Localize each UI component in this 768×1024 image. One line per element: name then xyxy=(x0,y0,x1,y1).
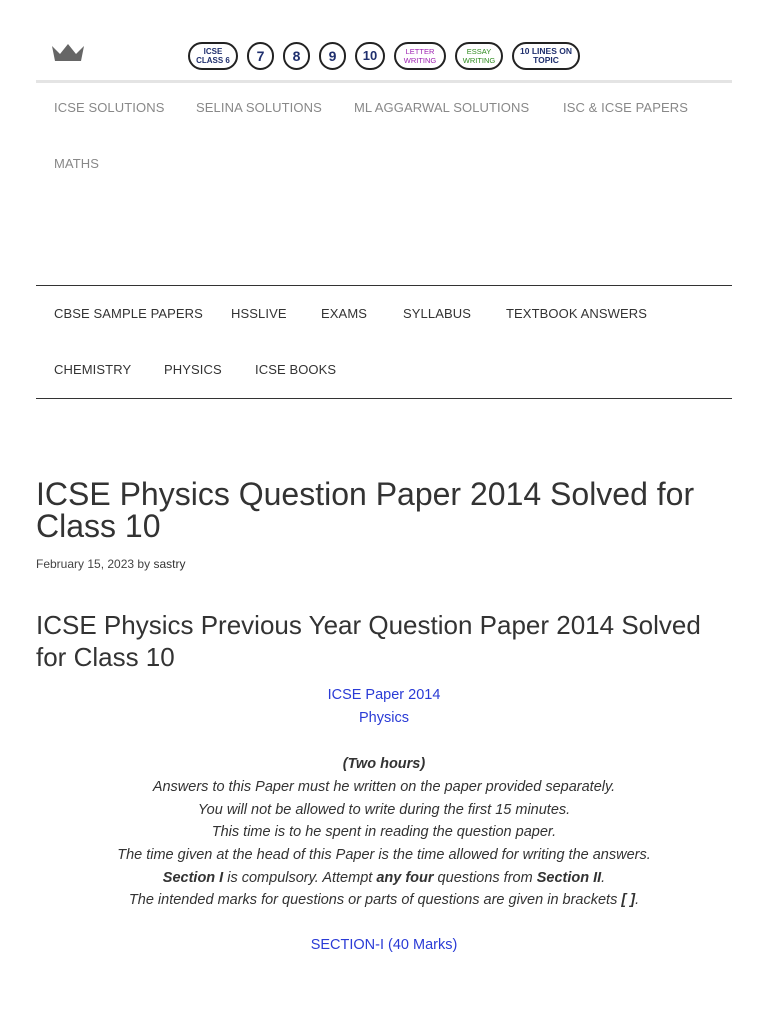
nav-selina-solutions[interactable]: SELINA SOLUTIONS xyxy=(196,100,322,115)
pill-class-10[interactable]: 10 xyxy=(355,42,385,70)
marks-end: . xyxy=(635,892,640,908)
pill-line: TOPIC xyxy=(533,55,559,65)
nav-chemistry[interactable]: CHEMISTRY xyxy=(54,362,132,377)
instruction-line: You will not be allowed to write during the first 15 minutes. xyxy=(197,802,571,818)
post-date: February 15, 2023 xyxy=(36,557,135,571)
exam-duration: (Two hours) xyxy=(342,756,426,772)
nav-icse-solutions[interactable]: ICSE SOLUTIONS xyxy=(54,100,165,115)
pill-letter-writing[interactable] xyxy=(394,42,446,70)
marks-text: The intended marks for questions or parts of questions are given in brackets xyxy=(128,892,622,908)
section-1-link[interactable]: SECTION-I (40 Marks) xyxy=(310,937,458,953)
nav-exams[interactable]: EXAMS xyxy=(321,306,368,321)
pill-10-lines-on-topic[interactable] xyxy=(512,42,580,70)
nav-physics[interactable]: PHYSICS xyxy=(164,362,222,377)
pill-line: CLASS 6 xyxy=(196,56,230,65)
class-pills xyxy=(188,42,580,70)
section-1-label: Section I xyxy=(162,870,224,886)
instruction-line: Answers to this Paper must he written on the paper provided separately. xyxy=(152,779,616,795)
marks-note-line xyxy=(36,892,732,908)
pill-line: 10 LINES ON xyxy=(520,46,572,56)
paper-link[interactable]: ICSE Paper 2014 xyxy=(327,687,441,703)
post-meta xyxy=(36,557,185,571)
pill-line: WRITING xyxy=(403,56,437,65)
subject-link-row xyxy=(36,710,732,726)
pill-class-9[interactable]: 9 xyxy=(319,42,346,70)
pill-essay-writing[interactable] xyxy=(455,42,503,70)
nav-textbook-answers[interactable]: TEXTBOOK ANSWERS xyxy=(506,306,648,321)
nav-cbse-sample-papers[interactable]: CBSE SAMPLE PAPERS xyxy=(54,306,203,321)
pill-line: LETTER xyxy=(405,47,435,56)
pill-icse-class-6[interactable] xyxy=(188,42,238,70)
secondary-nav xyxy=(36,285,732,399)
crown-icon[interactable] xyxy=(50,42,86,64)
pill-line: WRITING xyxy=(462,56,496,65)
pill-class-7[interactable]: 7 xyxy=(247,42,274,70)
nav-hsslive[interactable]: HSSLIVE xyxy=(231,306,287,321)
subject-link[interactable]: Physics xyxy=(359,710,409,726)
rule-text: . xyxy=(601,870,606,886)
brackets-label: [ ] xyxy=(621,892,636,908)
nav-syllabus[interactable]: SYLLABUS xyxy=(403,306,472,321)
rule-text: questions from xyxy=(433,870,537,886)
any-four-label: any four xyxy=(376,870,434,886)
nav-ml-aggarwal-solutions[interactable]: ML AGGARWAL SOLUTIONS xyxy=(354,100,530,115)
pill-line: ESSAY xyxy=(466,47,492,56)
nav-isc-icse-papers[interactable]: ISC & ICSE PAPERS xyxy=(563,100,688,115)
section-rule-line xyxy=(36,870,732,886)
paper-link-row xyxy=(36,687,732,703)
instruction-line: The time given at the head of this Paper is the time allowed for writing the answers. xyxy=(117,847,651,863)
article-subtitle: ICSE Physics Previous Year Question Paper 2014 Solved for Class 10 xyxy=(36,610,701,672)
instruction-line: This time is to he spent in reading the question paper. xyxy=(211,824,557,840)
section-1-heading-row xyxy=(36,937,732,953)
nav-maths[interactable]: MATHS xyxy=(54,156,100,171)
rule-text: is compulsory. Attempt xyxy=(223,870,377,886)
pill-class-8[interactable]: 8 xyxy=(283,42,310,70)
pill-line: ICSE xyxy=(203,47,223,56)
section-2-label: Section II xyxy=(536,870,602,886)
author-link[interactable]: sastry xyxy=(153,557,186,571)
page-title: ICSE Physics Question Paper 2014 Solved for Class 10 xyxy=(36,476,695,544)
site-header xyxy=(36,0,732,83)
by-label: by xyxy=(137,557,151,571)
nav-icse-books[interactable]: ICSE BOOKS xyxy=(255,362,337,377)
